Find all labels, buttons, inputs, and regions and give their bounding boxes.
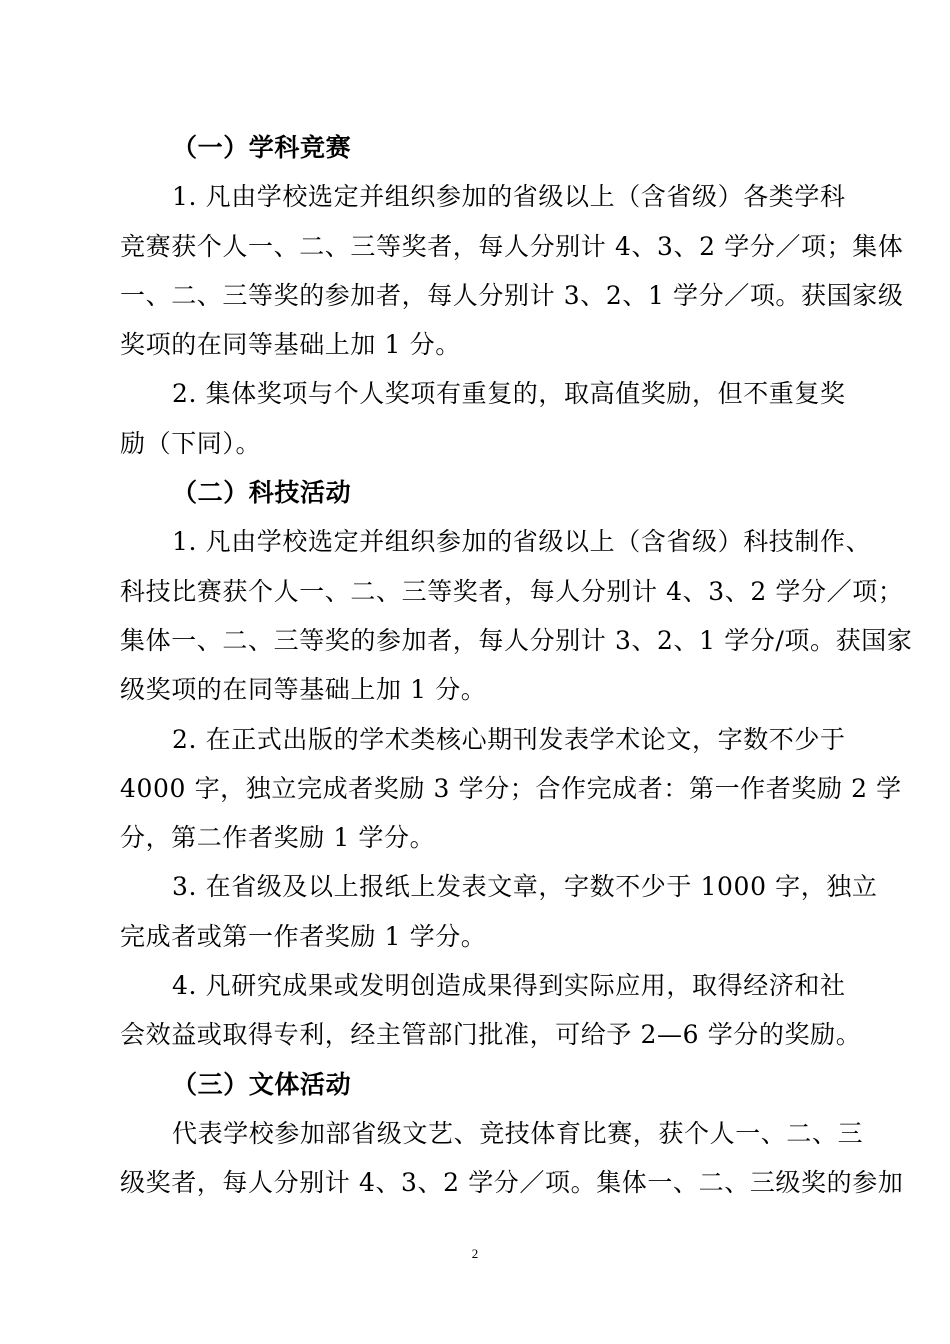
paragraph-line: 2. 集体奖项与个人奖项有重复的，取高值奖励，但不重复奖 — [172, 379, 846, 409]
paragraph-line: 科技比赛获个人一、二、三等奖者，每人分别计 4、3、2 学分／项； — [120, 576, 904, 606]
paragraph-line: 1. 凡由学校选定并组织参加的省级以上（含省级）科技制作、 — [172, 527, 872, 557]
paragraph-line: 分，第二作者奖励 1 学分。 — [120, 823, 436, 853]
paragraph-line: 会效益或取得专利，经主管部门批准，可给予 2—6 学分的奖励。 — [120, 1020, 862, 1050]
paragraph-line: 一、二、三等奖的参加者，每人分别计 3、2、1 学分／项。获国家级 — [120, 280, 904, 310]
paragraph-line: 2. 在正式出版的学术类核心期刊发表学术论文，字数不少于 — [172, 724, 846, 754]
paragraph-line: 级奖者，每人分别计 4、3、2 学分／项。集体一、二、三级奖的参加 — [120, 1168, 904, 1198]
section-heading: （三）文体活动 — [172, 1069, 352, 1099]
document-page — [120, 123, 913, 1208]
section-heading: （一）学科竞赛 — [172, 133, 352, 162]
paragraph-line: 奖项的在同等基础上加 1 分。 — [120, 330, 461, 360]
paragraph-line: 完成者或第一作者奖励 1 学分。 — [120, 921, 487, 951]
paragraph-line: 代表学校参加部省级文艺、竞技体育比赛，获个人一、二、三 — [172, 1118, 864, 1148]
paragraph-line: 级奖项的在同等基础上加 1 分。 — [120, 675, 487, 705]
section-heading: （二）科技活动 — [172, 478, 352, 508]
paragraph-line: 励（下同）。 — [120, 428, 262, 458]
paragraph-line: 集体一、二、三等奖的参加者，每人分别计 3、2、1 学分/项。获国家 — [120, 625, 913, 655]
paragraph-line: 竞赛获个人一、二、三等奖者，每人分别计 4、3、2 学分／项；集体 — [120, 231, 904, 261]
paragraph-line: 4. 凡研究成果或发明创造成果得到实际应用，取得经济和社 — [172, 971, 846, 1001]
paragraph-line: 3. 在省级及以上报纸上发表文章，字数不少于 1000 字，独立 — [172, 872, 878, 902]
paragraph-line: 1. 凡由学校选定并组织参加的省级以上（含省级）各类学科 — [172, 182, 846, 212]
page-number: 2 — [471, 1246, 479, 1261]
paragraph-line: 4000 字，独立完成者奖励 3 学分；合作完成者：第一作者奖励 2 学 — [120, 773, 902, 803]
